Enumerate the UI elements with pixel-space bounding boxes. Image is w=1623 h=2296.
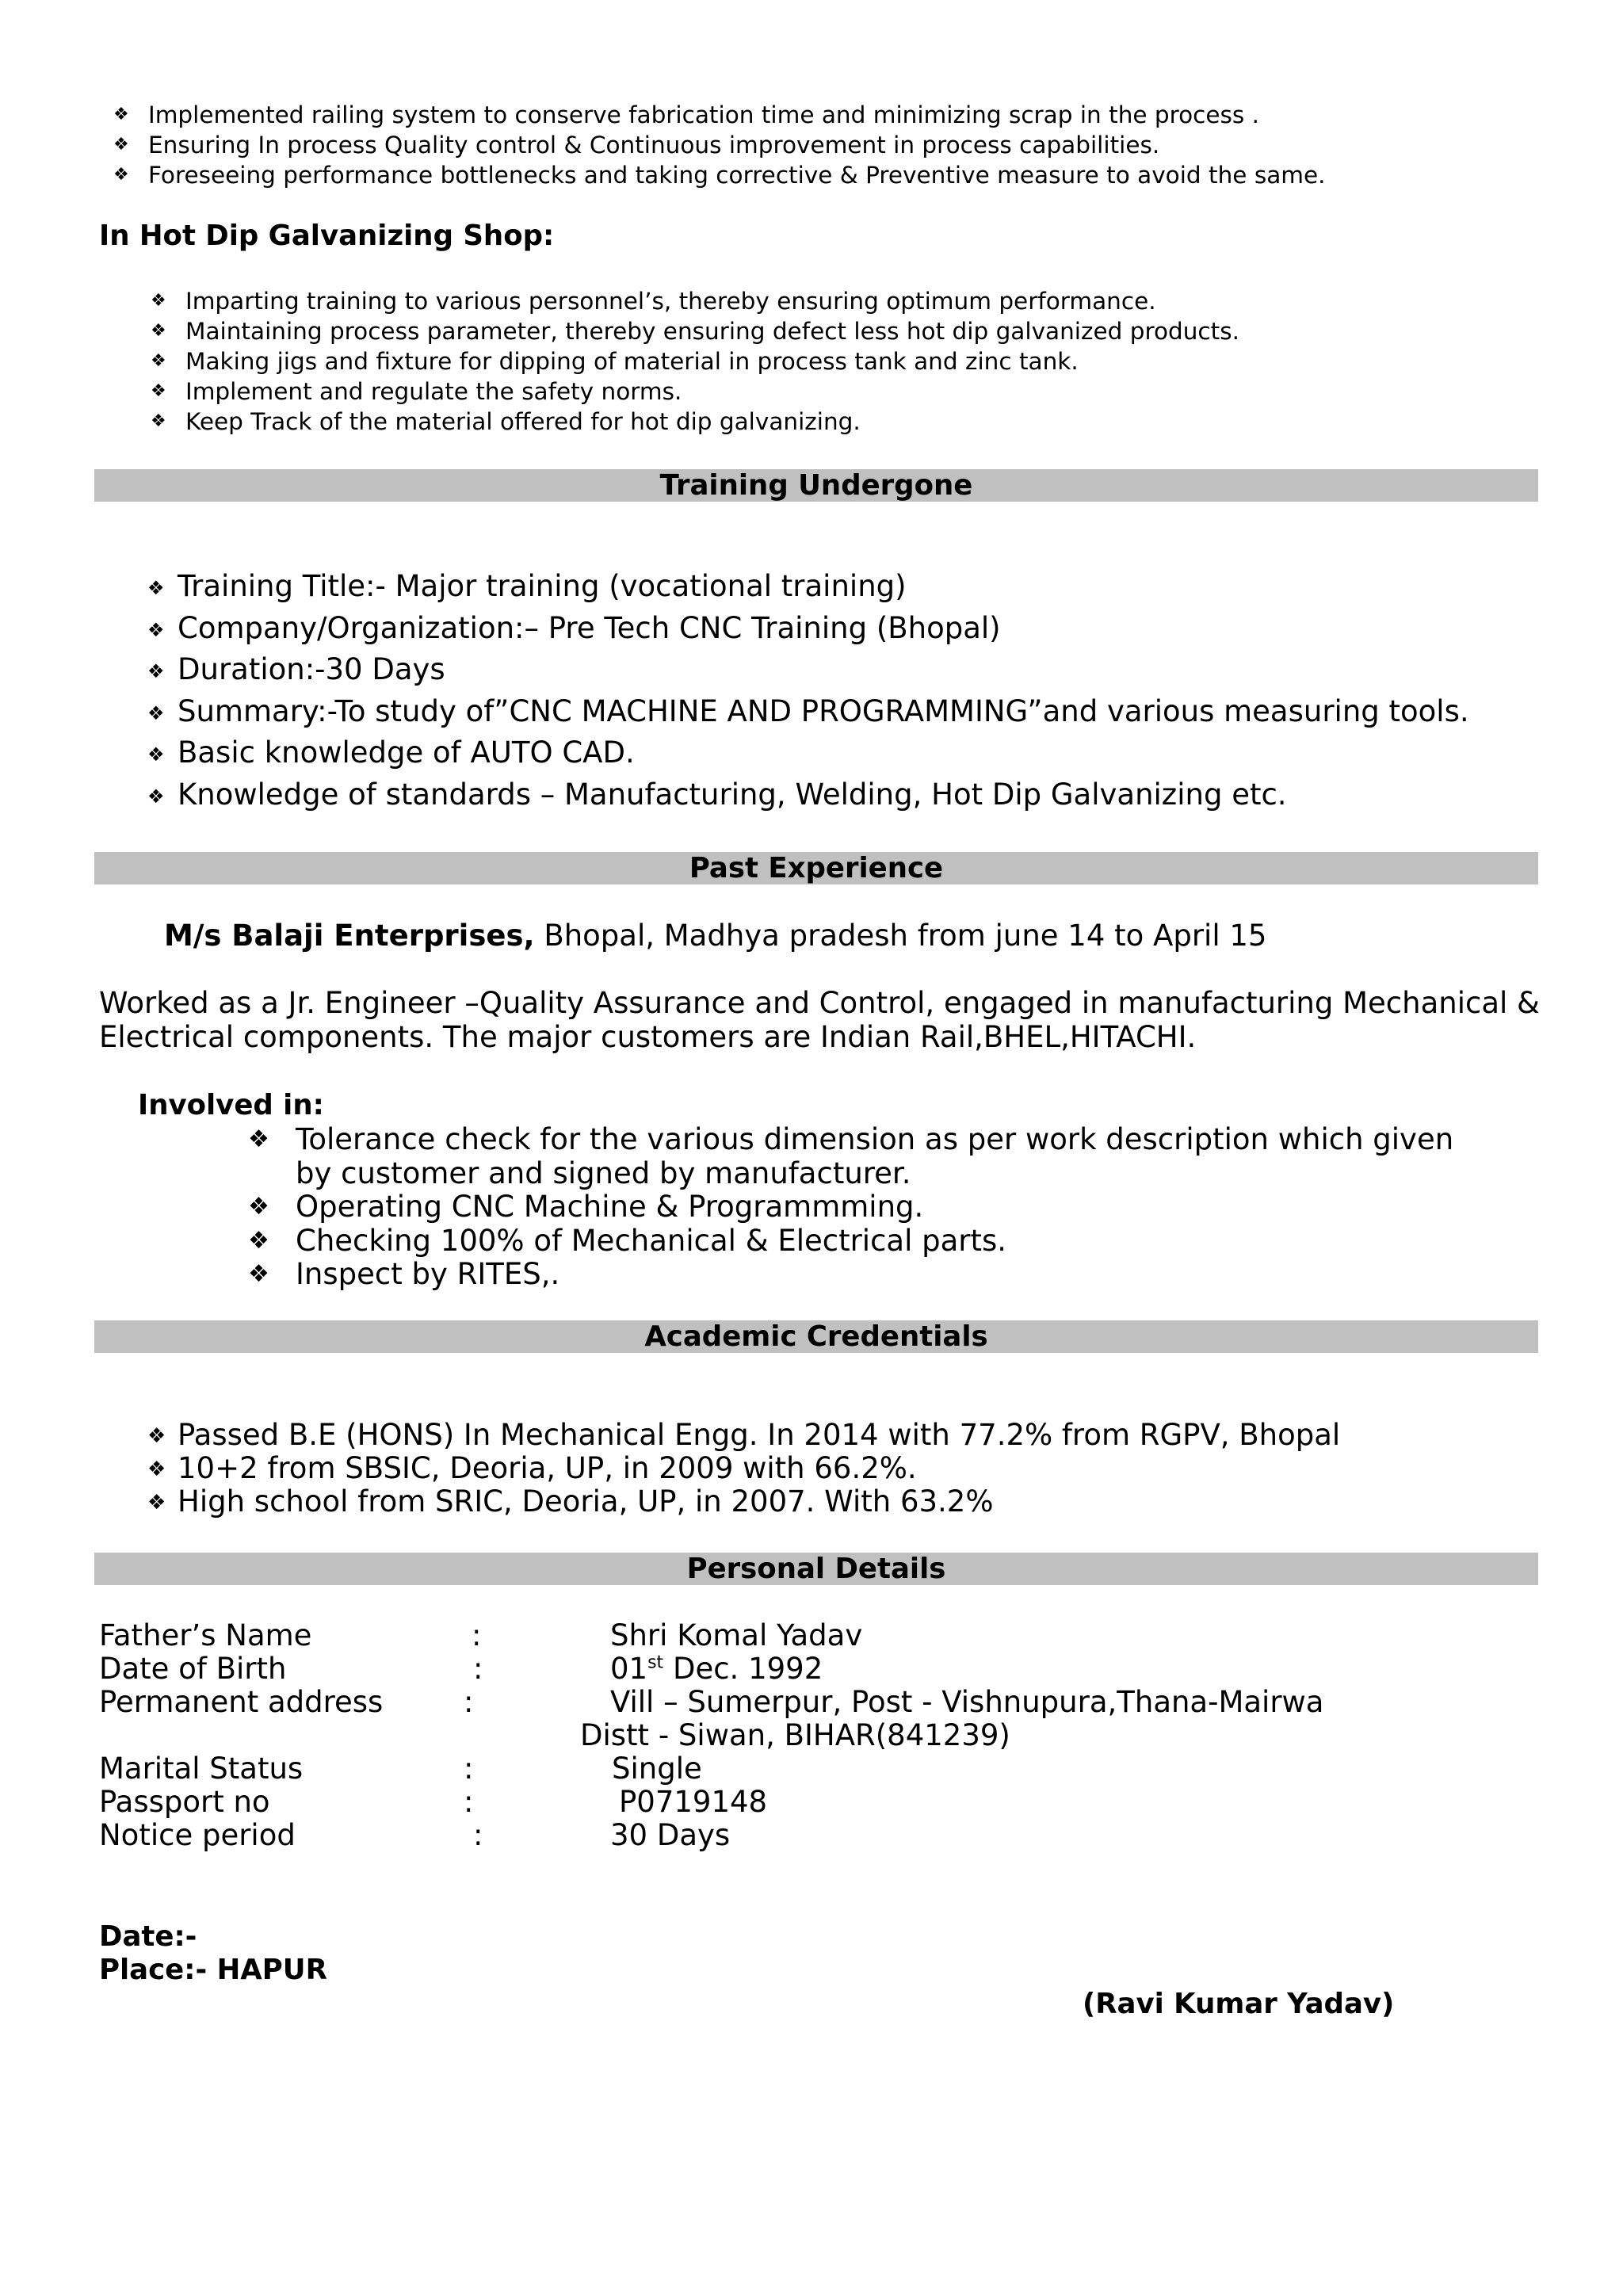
galvanizing-heading: In Hot Dip Galvanizing Shop: (99, 220, 555, 252)
marital-status-row (99, 1752, 1367, 1786)
involved-list (248, 1122, 1454, 1292)
field-label: Date of Birth (99, 1652, 287, 1686)
list-item: ❖ Implemented railing system to conserve fabrication time and minimizing scrap in the process . (113, 101, 1260, 128)
galvanizing-list (151, 286, 1239, 437)
notice-period-row (99, 1819, 1367, 1852)
list-item: ❖ 10+2 from SBSIC, Deoria, UP, in 2009 with 66.2%. (147, 1451, 917, 1485)
diamond-bullet-icon: ❖ (147, 1491, 166, 1515)
signature-name: (Ravi Kumar Yadav) (1083, 1988, 1395, 2020)
employer-line (164, 919, 1266, 953)
diamond-bullet-icon: ❖ (151, 291, 166, 311)
field-colon: : (464, 1785, 474, 1819)
list-item: ❖ Passed B.E (HONS) In Mechanical Engg. In 2014 with 77.2% from RGPV, Bhopal (147, 1418, 1341, 1452)
list-item: ❖ Checking 100% of Mechanical & Electrical parts. (248, 1223, 1007, 1258)
diamond-bullet-icon: ❖ (113, 165, 129, 185)
diamond-bullet-icon: ❖ (147, 1457, 166, 1481)
diamond-bullet-icon: ❖ (147, 660, 165, 682)
fathers-name-row (99, 1619, 1367, 1652)
list-item: ❖ Imparting training to various personnel’s, thereby ensuring optimum performance. (151, 288, 1156, 315)
list-item: ❖ Operating CNC Machine & Programmming. (248, 1190, 924, 1224)
field-value: Distt - Siwan, BIHAR(841239) (580, 1718, 1010, 1752)
list-item: ❖ Summary:-To study of”CNC MACHINE AND PROGRAMMING”and various measuring tools. (147, 691, 1469, 733)
list-item: ❖ Basic knowledge of AUTO CAD. (147, 732, 1469, 774)
list-item: ❖ Implement and regulate the safety norms. (151, 378, 682, 405)
diamond-bullet-icon: ❖ (248, 1260, 269, 1288)
employer-name: M/s Balaji Enterprises, (164, 919, 535, 953)
address-row (99, 1686, 1367, 1719)
field-label: Marital Status (99, 1752, 304, 1786)
field-label: Permanent address (99, 1685, 384, 1719)
field-colon: : (472, 1618, 482, 1652)
diamond-bullet-icon: ❖ (151, 411, 166, 431)
list-item: ❖ Making jigs and fixture for dipping of material in process tank and zinc tank. (151, 348, 1079, 375)
list-item: ❖ Ensuring In process Quality control & Continuous improvement in process capabilities. (113, 132, 1160, 159)
field-label: Passport no (99, 1785, 270, 1819)
training-list (147, 566, 1469, 816)
diamond-bullet-icon: ❖ (147, 577, 165, 599)
list-item: ❖ Foreseeing performance bottlenecks and taking corrective & Preventive measure to avoid the same. (113, 162, 1326, 189)
place-line (99, 1954, 327, 1987)
diamond-bullet-icon: ❖ (113, 105, 129, 124)
academic-section-header: Academic Credentials (94, 1320, 1538, 1353)
address-row-2 (99, 1719, 1367, 1752)
field-colon: : (473, 1818, 483, 1852)
diamond-bullet-icon: ❖ (151, 351, 166, 371)
training-section-header: Training Undergone (94, 469, 1538, 502)
field-value: 30 Days (610, 1818, 731, 1852)
date-label: Date:- (99, 1920, 197, 1953)
diamond-bullet-icon: ❖ (151, 321, 166, 341)
diamond-bullet-icon: ❖ (151, 381, 166, 401)
field-value: Single (612, 1752, 702, 1786)
list-item: ❖ Knowledge of standards – Manufacturing, Welding, Hot Dip Galvanizing etc. (147, 774, 1469, 816)
diamond-bullet-icon: ❖ (248, 1193, 269, 1221)
field-value: P0719148 (619, 1785, 768, 1819)
field-value: 01st Dec. 1992 (610, 1652, 823, 1686)
diamond-bullet-icon: ❖ (147, 618, 165, 641)
field-value: Vill – Sumerpur, Post - Vishnupura,Thana-Mairwa (610, 1685, 1324, 1719)
diamond-bullet-icon: ❖ (113, 135, 129, 155)
academic-list (147, 1419, 1340, 1519)
job-description (99, 986, 1540, 1054)
list-item: ❖ Training Title:- Major training (vocational training) (147, 566, 1469, 608)
diamond-bullet-icon: ❖ (248, 1125, 269, 1153)
field-label: Father’s Name (99, 1618, 312, 1652)
diamond-bullet-icon: ❖ (147, 1424, 166, 1448)
diamond-bullet-icon: ❖ (147, 785, 165, 808)
responsibility-list (113, 100, 1326, 190)
place-value: HAPUR (216, 1954, 327, 1986)
job-description-line: Worked as a Jr. Engineer –Quality Assurance and Control, engaged in manufacturing Mechanical & (99, 986, 1540, 1020)
diamond-bullet-icon: ❖ (248, 1226, 269, 1255)
list-item: ❖ Maintaining process parameter, thereby ensuring defect less hot dip galvanized products. (151, 318, 1239, 345)
field-colon: : (464, 1685, 474, 1719)
personal-section-header: Personal Details (94, 1553, 1538, 1585)
field-value: Shri Komal Yadav (610, 1618, 863, 1652)
involved-heading: Involved in: (138, 1089, 324, 1121)
list-item: ❖ Keep Track of the material offered for hot dip galvanizing. (151, 408, 861, 435)
diamond-bullet-icon: ❖ (147, 743, 165, 766)
field-label: Notice period (99, 1818, 296, 1852)
employer-detail: Bhopal, Madhya pradesh from june 14 to April 15 (534, 919, 1267, 953)
place-label: Place:- (99, 1954, 208, 1986)
dob-row (99, 1652, 1367, 1686)
diamond-bullet-icon: ❖ (147, 701, 165, 724)
list-item: ❖ Company/Organization:– Pre Tech CNC Training (Bhopal) (147, 608, 1469, 650)
experience-section-header: Past Experience (94, 852, 1538, 884)
job-description-line: Electrical components. The major customers are Indian Rail,BHEL,HITACHI. (99, 1019, 1197, 1054)
field-colon: : (473, 1652, 483, 1686)
passport-row (99, 1786, 1367, 1819)
list-item: ❖ Tolerance check for the various dimension as per work description which given by customer and signed by manufacturer. (248, 1122, 1454, 1190)
list-item: ❖ Inspect by RITES,. (248, 1257, 560, 1291)
field-colon: : (464, 1752, 474, 1786)
list-item: ❖ Duration:-30 Days (147, 649, 1469, 691)
list-item: ❖ High school from SRIC, Deoria, UP, in 2007. With 63.2% (147, 1484, 994, 1519)
